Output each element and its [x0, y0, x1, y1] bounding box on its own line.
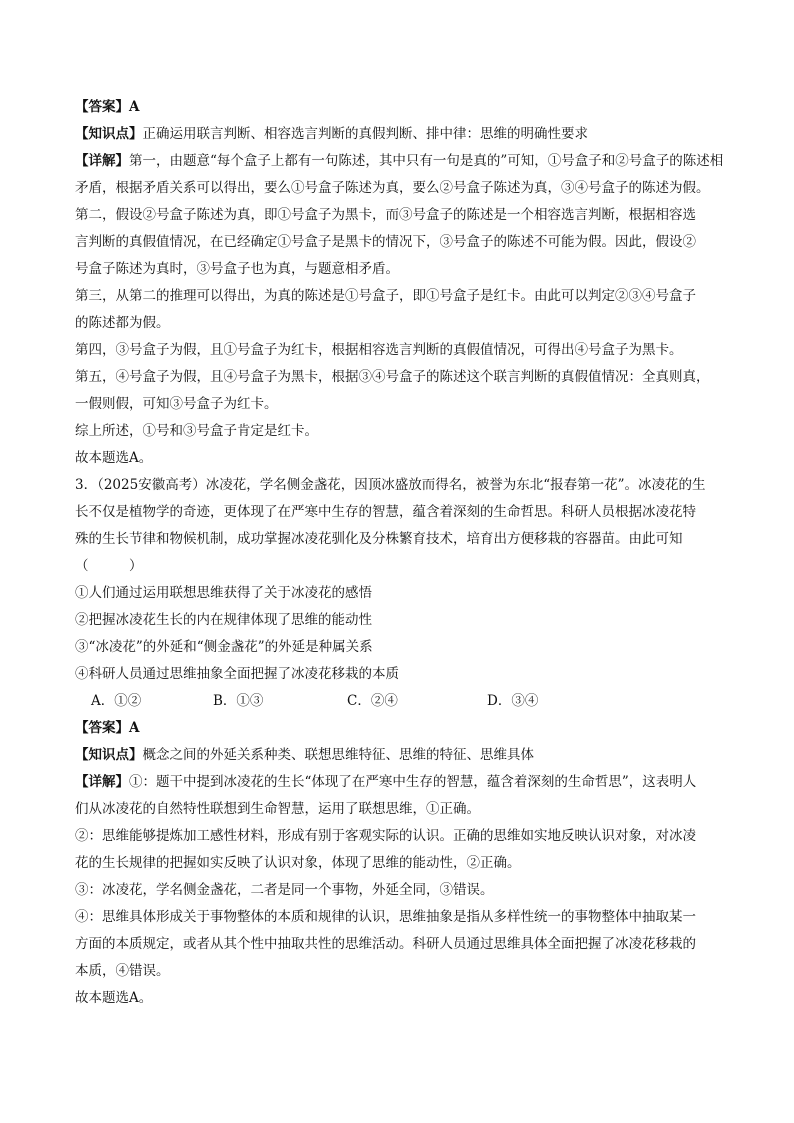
- detail-line: 的陈述都为假。: [75, 315, 170, 331]
- detail-text: 第一，由题意“每个盒子上都有一句陈述，其中只有一句是真的”可知，①号盒子和②号盒子的陈述相: [129, 153, 724, 169]
- detail-line: 号盒子陈述为真时，③号盒子也为真，与题意相矛盾。: [75, 261, 399, 277]
- detail-line: [75, 769, 725, 796]
- detail-line: 第三，从第二的推理可以得出，为真的陈述是①号盒子，即①号盒子是红卡。由此可以判定②③④号盒子: [75, 288, 696, 304]
- answer-line: [75, 94, 725, 121]
- detail-line: ④：思维具体形成关于事物整体的本质和规律的认识，思维抽象是指从多样性统一的事物整体中抽取某一: [75, 909, 696, 925]
- detail-line: 言判断的真假值情况，在已经确定①号盒子是黑卡的情况下，③号盒子的陈述不可能为假。因此，假设②: [75, 234, 696, 250]
- choice-a: A．①②: [91, 693, 142, 709]
- choice-row: [75, 688, 725, 715]
- detail-line: 方面的本质规定，或者从其个性中抽取共性的思维活动。科研人员通过思维具体全面把握了冰凌花移栽的: [75, 936, 696, 952]
- document-content: [75, 94, 725, 1012]
- detail-line: 矛盾，根据矛盾关系可以得出，要么①号盒子陈述为真，要么②号盒子陈述为真，③④号盒子的陈述为假。: [75, 180, 710, 196]
- statement-item: ②把握冰凌花生长的内在规律体现了思维的能动性: [75, 612, 372, 628]
- detail-line: ③：冰凌花，学名侧金盏花，二者是同一个事物，外延全同，③错误。: [75, 882, 494, 898]
- detail-line: 第五，④号盒子为假，且④号盒子为黑卡，根据③④号盒子的陈述这个联言判断的真假值情况：全真则真，: [75, 369, 710, 385]
- detail-line: 一假则假，可知③号盒子为红卡。: [75, 396, 278, 412]
- statement-item: ③“冰凌花”的外延和“侧金盏花”的外延是种属关系: [75, 639, 373, 655]
- question-stem-line: 殊的生长节律和物候机制，成功掌握冰凌花驯化及分株繁育技术，培育出方便移栽的容器苗。由此可知: [75, 531, 683, 547]
- statement-item: ④科研人员通过思维抽象全面把握了冰凌花移栽的本质: [75, 666, 399, 682]
- answer-bracket: （ ）: [75, 558, 143, 574]
- answer-label: 【答案】: [75, 720, 129, 736]
- answer-value: A: [129, 99, 140, 115]
- detail-line: 故本题选A。: [75, 450, 153, 466]
- detail-text: ①：题干中提到冰凌花的生长“体现了在严寒中生存的智慧，蕴含着深刻的生命哲思”，这表明人: [129, 774, 697, 790]
- detail-line: 第四，③号盒子为假，且①号盒子为红卡，根据相容选言判断的真假值情况，可得出④号盒子为黑卡。: [75, 342, 683, 358]
- choice-d: D．③④: [487, 693, 539, 709]
- detail-label: 【详解】: [75, 774, 129, 790]
- knowledge-label: 【知识点】: [75, 747, 143, 763]
- choice-b: B．①③: [213, 693, 264, 709]
- knowledge-line: [75, 742, 725, 769]
- knowledge-text: 正确运用联言判断、相容选言判断的真假判断、排中律：思维的明确性要求: [142, 126, 588, 142]
- knowledge-line: [75, 121, 725, 148]
- knowledge-label: 【知识点】: [75, 126, 143, 142]
- detail-line: 第二，假设②号盒子陈述为真，即①号盒子为黑卡，而③号盒子的陈述是一个相容选言判断，根据相容选: [75, 207, 696, 223]
- detail-line: [75, 148, 725, 175]
- choice-c: C．②④: [347, 693, 398, 709]
- detail-line: 们从冰凌花的自然特性联想到生命智慧，运用了联想思维，①正确。: [75, 801, 480, 817]
- answer-line: [75, 715, 725, 742]
- detail-line: 综上所述，①号和③号盒子肯定是红卡。: [75, 423, 318, 439]
- question-stem-line: 3．（2025安徽高考）冰凌花，学名侧金盏花，因顶冰盛放而得名，被誉为东北“报春第一花”。冰凌花的生: [75, 477, 706, 493]
- question-stem-line: 长不仅是植物学的奇迹，更体现了在严寒中生存的智慧，蕴含着深刻的生命哲思。科研人员根据冰凌花特: [75, 504, 696, 520]
- detail-line: 花的生长规律的把握如实反映了认识对象，体现了思维的能动性，②正确。: [75, 855, 521, 871]
- detail-label: 【详解】: [75, 153, 129, 169]
- statement-item: ①人们通过运用联想思维获得了关于冰凌花的感悟: [75, 585, 372, 601]
- detail-line: 本质，④错误。: [75, 963, 170, 979]
- detail-line: 故本题选A。: [75, 990, 153, 1006]
- answer-label: 【答案】: [75, 99, 129, 115]
- detail-line: ②：思维能够提炼加工感性材料，形成有别于客观实际的认识。正确的思维如实地反映认识对象，对冰凌: [75, 828, 696, 844]
- knowledge-text: 概念之间的外延关系种类、联想思维特征、思维的特征、思维具体: [142, 747, 534, 763]
- answer-value: A: [129, 720, 140, 736]
